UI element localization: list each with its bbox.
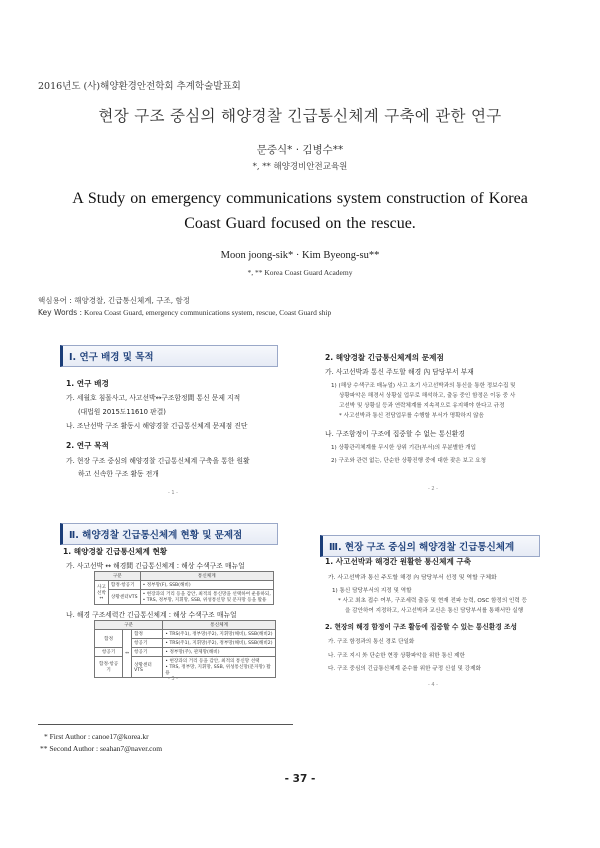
affiliation-korean: *, ** 해양경비안전교육원 (252, 162, 348, 172)
s1-line-4: 나. 조난선박 구조 활동시 해양경찰 긴급통신체계 문제점 진단 (66, 422, 248, 430)
slide-3 (60, 523, 278, 545)
t1-cell-2-value (140, 590, 273, 605)
t2-header-2: 통신체계 (163, 621, 276, 630)
table-rescue-forces (94, 620, 276, 678)
t1-row-label-2: 선박 (97, 591, 106, 596)
t1-header-1: 구분 (95, 572, 141, 581)
t2-header-1: 구분 (95, 621, 163, 630)
keywords-english-text: Korea Coast Guard, emergency communications system, rescue, Coast Guard ship (83, 308, 332, 317)
slide-1 (60, 345, 278, 367)
footnote-second-author: ** Second Author : seahan7@naver.com (40, 744, 163, 753)
t1-cell-2: 상황센터VTS (108, 590, 140, 605)
t1-row-label-1: 사고 (97, 585, 106, 590)
section-2-heading: Ⅱ. 해양경찰 긴급통신체계 현황 및 문제점 (60, 523, 278, 545)
footnote-divider (38, 724, 293, 725)
s3-page: - 3 - (168, 676, 178, 682)
authors-korean: 문중식* · 김병수** (256, 144, 344, 156)
section-1-heading: Ⅰ. 연구 배경 및 목적 (60, 345, 278, 367)
s4-line-5: 을 감안하여 지정하고, 사고선박과 교신은 통신 담당부서를 통해서만 실행 (345, 608, 524, 614)
t2-e-value (163, 657, 276, 678)
s2-line-1: 2. 해양경찰 긴급통신체계의 문제점 (325, 353, 444, 362)
title-english-line-1: A Study on emergency communications system construction of Korea (72, 190, 528, 207)
s2-line-6: * 사고선박과 통신 전담업무를 수행할 부서가 명확하지 않음 (339, 413, 484, 419)
s2-line-2: 가. 사고선박과 통신 주도할 해경 內 담당부서 부재 (325, 368, 474, 376)
s2-line-8: 1) 상황관리체계를 무시한 상위 기관(부서)의 무분별한 개입 (331, 445, 477, 451)
s1-line-6: 가. 현장 구조 중심의 해양경찰 긴급통신체계 구축을 통한 원활 (66, 457, 250, 465)
t2-a: 함정 (95, 630, 123, 648)
s3-line-3: 나. 해경 구조세력간 긴급통신체계 : 해상 수색구조 매뉴얼 (66, 611, 237, 619)
paper-title-english (40, 186, 560, 236)
s2-line-3: 1) (해상 수색구조 매뉴얼) 사고 초기 사고선박과의 통신을 통한 정보수집 및 (331, 383, 516, 389)
t1-row-label (95, 581, 109, 605)
title-english-line-2: Coast Guard focused on the rescue. (184, 215, 416, 232)
s2-line-7: 나. 구조함정이 구조에 집중할 수 없는 통신환경 (325, 430, 465, 438)
s1-page: - 1 - (168, 490, 178, 496)
s4-line-3: 1) 통신 담당부서의 지정 및 역할 (332, 588, 412, 594)
t2-d: 항공기 (95, 648, 123, 657)
t1-arrow: ↔ (99, 596, 104, 601)
s1-line-1: 1. 연구 배경 (66, 379, 109, 388)
t2-c: 항공기 (132, 639, 163, 648)
s1-line-7: 하고 신속한 구조 활동 전개 (78, 470, 159, 478)
keywords-korean (38, 295, 190, 306)
s1-line-2: 가. 세월호 침몰사고, 사고선박↔구조함정間 통신 문제 지적 (66, 394, 241, 402)
paper-title-korean: 현장 구조 중심의 해양경찰 긴급통신체계 구축에 관한 연구 (98, 107, 502, 125)
t1-cell-2-value-2: • TRS, 정부망, 지휘망, SSB, 위성통신망 및 문자망 등을 활용 (142, 598, 267, 603)
s4-line-8: 나. 구조 지시 外 단순한 현장 상황파악을 위한 통신 제한 (328, 653, 465, 659)
s1-line-5: 2. 연구 목적 (66, 441, 109, 450)
s3-line-2: 가. 사고선박 ↔ 해경間 긴급통신체계 : 해상 수색구조 매뉴얼 (66, 562, 245, 570)
s3-line-1: 1. 해양경찰 긴급통신체계 현황 (63, 547, 168, 556)
s4-page: - 4 - (428, 682, 438, 688)
t2-arrow: ↔ (123, 630, 132, 678)
s2-line-9: 2) 구조와 관련 없는, 단순한 상황진행 중에 대한 잦은 보고 요청 (331, 458, 486, 464)
page-number: - 37 - (284, 773, 316, 785)
s2-page: - 2 - (428, 486, 438, 492)
t2-d-value: • 정부망(주), 관제망(해비) (163, 648, 276, 657)
keywords-korean-text: 해양경찰, 긴급통신체계, 구조, 함정 (74, 296, 191, 305)
t2-e-value-1: • 현장과의 거리 등을 감안, 최적의 통신망 선택 (165, 659, 260, 664)
table-ship-to-coastguard (94, 571, 274, 605)
t2-c-value: • TRS(주1), 지휘망(주2), 정부망(해비), SSB(해비2) (163, 639, 276, 648)
s2-line-4: 상황파악은 해경서 상황실 업무로 해석하고, 출동 중인 함정은 이동 중 사 (339, 393, 516, 399)
t1-header-2: 통신체계 (140, 572, 273, 581)
affiliation-english: *, ** Korea Coast Guard Academy (247, 268, 353, 277)
s4-line-7: 가. 구조 함정과의 통신 경로 단일화 (328, 639, 415, 645)
footnote-first-author: * First Author : canoe17@korea.kr (44, 732, 149, 741)
section-3-heading: Ⅲ. 현장 구조 중심의 해양경찰 긴급통신체계 (320, 535, 540, 557)
s4-line-1: 1. 사고선박과 해경간 원활한 통신체계 구축 (325, 557, 472, 566)
keywords-english-label: Key Words : (38, 308, 83, 317)
keywords-english (38, 308, 331, 317)
t2-b: 함정 (132, 630, 163, 639)
t2-e: 상황센터VTS (132, 657, 163, 678)
s1-line-3: (대법원 2015도11610 판결) (78, 408, 166, 416)
conference-name: 2016년도 (사)해양환경안전학회 추계학술발표회 (38, 81, 241, 92)
s4-line-4: * 사고 최초 접수 여부, 구조세력 출동 및 현재 전파 능력, OSC 함정의 인력 등 (338, 598, 528, 604)
t1-cell-1-value: • 정부망(F), SSB(해비) (140, 581, 273, 590)
s4-line-2: 가. 사고선박과 통신 주도할 해경 內 담당부서 선정 및 역할 구체화 (328, 575, 497, 581)
keywords-korean-label: 핵심용어 : (38, 296, 72, 305)
slide-4 (320, 535, 540, 557)
s2-line-5: 고선박 및 상황실 등과 연락체계를 지속적으로 유지해야 한다고 규정 (339, 403, 505, 409)
authors-english: Moon joong-sik* · Kim Byeong-su** (220, 250, 380, 261)
s4-line-6: 2. 현장의 해경 함정이 구조 활동에 집중할 수 있는 통신환경 조성 (325, 623, 517, 631)
t1-cell-1: 함정·항공기 (108, 581, 140, 590)
t2-d2: 항공기 (132, 648, 163, 657)
t2-f: 함정·항공기 (95, 657, 123, 678)
t1-cell-2-value-1: • 현장과의 거리 등을 감안, 최적의 통신망을 선택하여 운용하되, (142, 592, 271, 597)
s4-line-9: 다. 구조 중심의 긴급통신체계 준수를 위한 규정 신설 및 강제화 (328, 666, 481, 672)
t2-e-value-2: • TRS, 정부망, 지휘망, SSB, 위성통신망(문자망) 활용 (165, 665, 271, 676)
t2-b-value: • TRS(주1), 정부망(주2), 지휘망(해비), SSB(해비2) (163, 630, 276, 639)
